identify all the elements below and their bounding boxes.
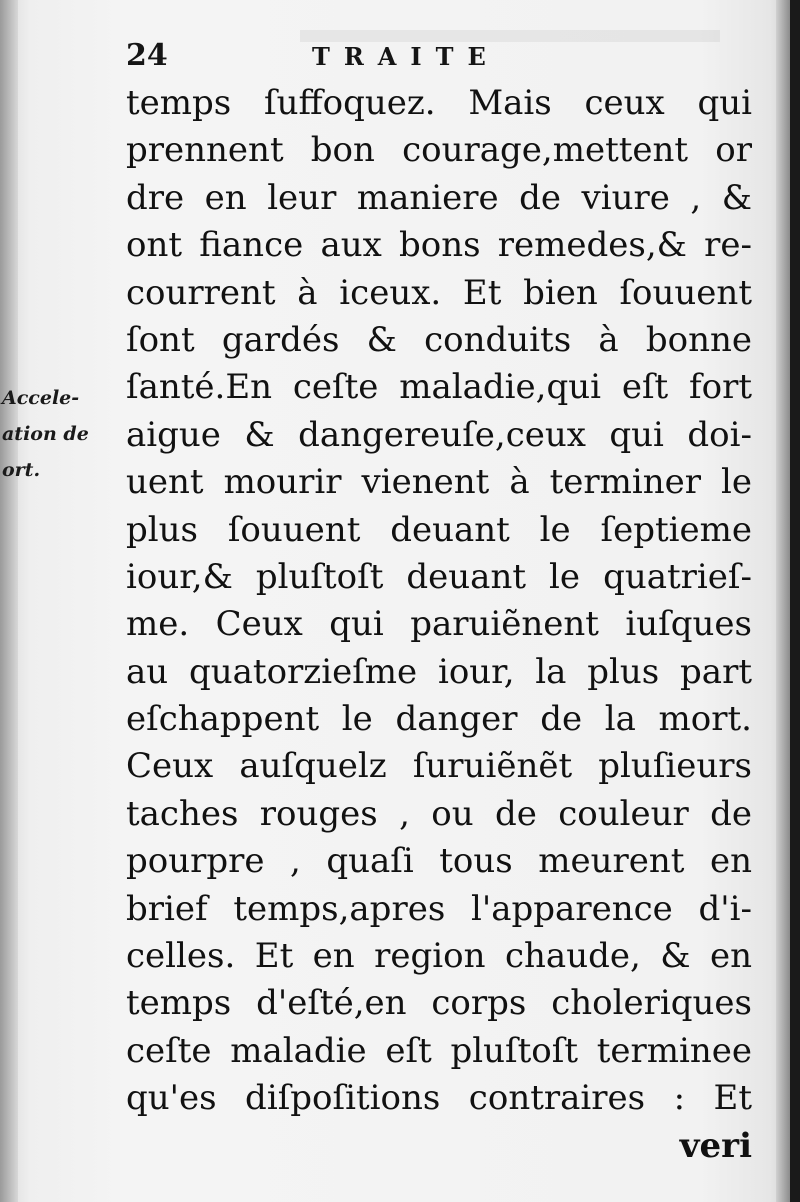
text-line: eſchappent le danger de la mort. (126, 699, 752, 740)
text-line: brief temps,apres l'apparence d'i- (126, 888, 752, 929)
margin-note-line: ation de (2, 423, 89, 445)
margin-note-line: Accele- (2, 387, 80, 409)
text-line: uent mourir vienent à terminer le (126, 462, 752, 503)
body-text (126, 80, 752, 1170)
text-line: ont fiance aux bons remedes,& re- (126, 225, 752, 266)
margin-note-line: ort. (2, 459, 41, 481)
text-line: au quatorzieſme iour, la plus part (126, 651, 752, 692)
text-line: temps ſuffoquez. Mais ceux qui (126, 83, 752, 123)
page-number: 24 (126, 38, 168, 73)
margin-note (2, 380, 120, 488)
text-line: temps d'eſté,en corps choleriques (126, 983, 752, 1024)
text-line: celles. Et en region chaude, & en (126, 936, 752, 977)
text-line: ceſte maladie eſt pluſtoſt terminee (126, 1030, 752, 1071)
text-line: plus ſouuent deuant le ſeptieme (126, 509, 752, 550)
page-gutter (0, 0, 18, 1202)
text-line: ſont gardés & conduits à bonne (126, 319, 752, 360)
text-line: dre en leur maniere de viure , & (126, 177, 752, 218)
catchword: veri (679, 1125, 752, 1166)
text-line: ſanté.En ceſte maladie,qui eſt fort (126, 367, 752, 408)
text-line: qu'es diſpoſitions contraires : Et (126, 1078, 752, 1119)
text-line: iour,& pluſtoſt deuant le quatrieſ- (126, 556, 752, 597)
text-line: me. Ceux qui paruiẽnent iuſques (126, 604, 752, 645)
text-line: prennent bon courage,mettent or (126, 130, 752, 171)
text-line: Ceux auſquelz ſuruiẽnẽt pluſieurs (126, 746, 752, 787)
page-edge (776, 0, 790, 1202)
text-line: aigue & dangereuſe,ceux qui doi- (126, 414, 752, 455)
text-line: courrent à iceux. Et bien ſouuent (126, 272, 752, 313)
text-line: taches rouges , ou de couleur de (126, 793, 752, 834)
page-header (126, 38, 746, 78)
text-line: pourpre , quaſi tous meurent en (126, 841, 752, 882)
running-title: TRAITE (312, 42, 500, 71)
